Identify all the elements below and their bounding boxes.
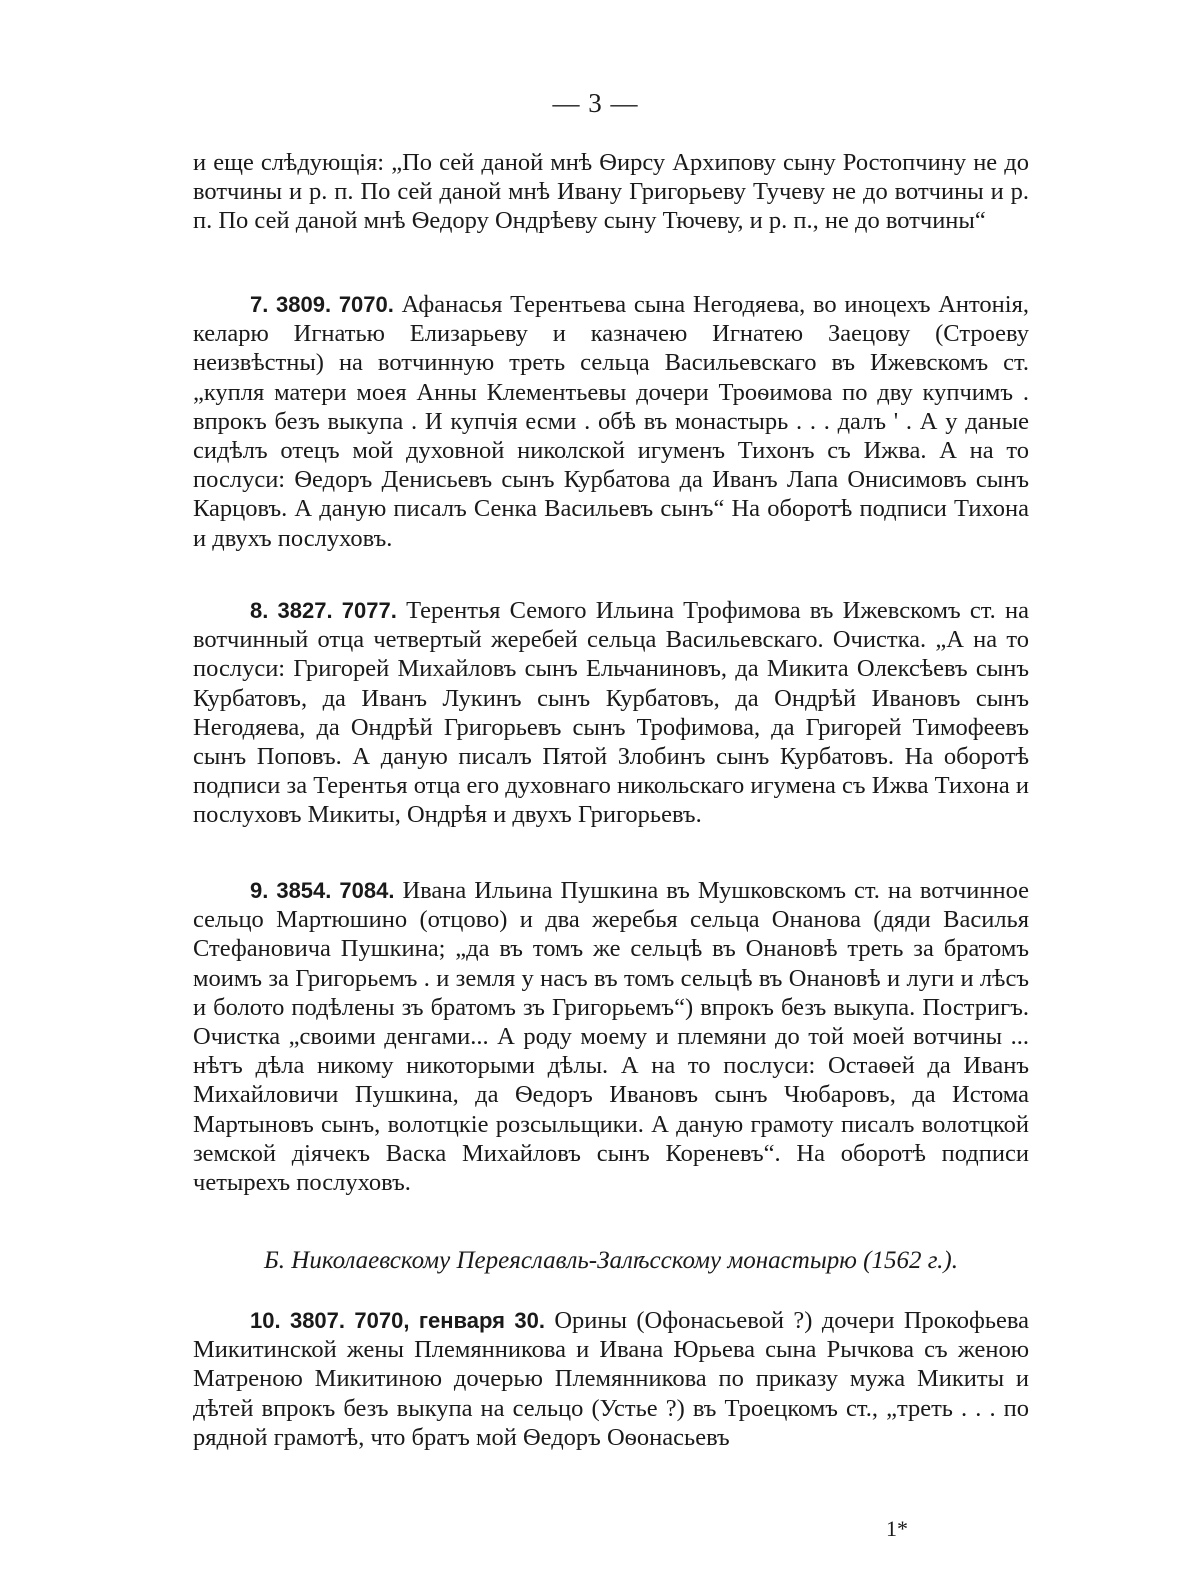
entry-paragraph — [193, 1306, 1029, 1452]
entry-number: 10. 3807. 7070, генваря 30. — [250, 1308, 545, 1333]
entry-number: 9. 3854. 7084. — [250, 878, 395, 903]
entry-paragraph — [193, 290, 1029, 553]
entry-text: Афанасья Терентьева сына Негодяева, во иноцехъ Антонія, келарю Игнатью Елизарьеву и казначею Игнатею Заецову (Строеву неизвѣстны) на вотчинную треть сельца Васильевскаго въ Ижевскомъ ст. „купля матери моея Анны Клементьевы дочери Троѳимова по дву купчимъ . впрокъ безъ выкупа . И купчія есми . обѣ въ монастырь . . . далъ ' . А у даные сидѣлъ отецъ мой духовной николской игуменъ Тихонъ съ Ижва. А на то послуси: Ѳедоръ Денисьевъ сынъ Курбатова да Иванъ Лапа Онисимовъ сынъ Карцовъ. А даную писалъ Сенка Васильевъ сынъ“ На оборотѣ подписи Тихона и двухъ послуховъ. — [193, 291, 1029, 552]
entry-text: Орины (Офонасьевой ?) дочери Прокофьева Микитинской жены Племянникова и Ивана Юрьева сына Рычкова съ женою Матреною Микитиною дочерью Племянникова по приказу мужа Микиты и дѣтей впрокъ безъ выкупа на сельцо (Устье ?) въ Троецкомъ ст., „треть . . . по рядной грамотѣ, что братъ мой Ѳедоръ Оѳонасьевъ — [193, 1307, 1029, 1451]
page-number: — 3 — — [552, 88, 639, 118]
entry-number: 7. 3809. 7070. — [250, 292, 394, 317]
entry-paragraph — [193, 596, 1029, 830]
entry-number: 8. 3827. 7077. — [250, 598, 397, 623]
signature-mark: 1* — [886, 1516, 908, 1541]
entry-9 — [193, 876, 1029, 1197]
entry-7 — [193, 290, 1029, 553]
entry-8 — [193, 596, 1029, 830]
entry-paragraph — [193, 876, 1029, 1197]
intro-text: и еще слѣдующія: „По сей даной мнѣ Ѳирсу Архипову сыну Ростопчину не до вотчины и р. п. По сей даной мнѣ Ивану Григорьеву Тучеву не до вотчины и р. п. По сей даной мнѣ Ѳедору Ондрѣеву сыну Тючеву, и р. п., не до вотчины“ — [193, 149, 1029, 235]
entry-text: Терентья Семого Ильина Трофимова въ Ижевскомъ ст. на вотчинный отца четвертый жеребей сельца Васильевскаго. Очистка. „А на то послуси: Григорей Михайловъ сынъ Ельчаниновъ, да Микита Олексѣевъ сынъ Курбатовъ, да Иванъ Лукинъ сынъ Курбатовъ, да Ондрѣй Ивановъ сынъ Негодяева, да Ондрѣй Григорьевъ сынъ Трофимова, да Григорей Тимофеевъ сынъ Поповъ. А даную писалъ Пятой Злобинъ сынъ Курбатовъ. На оборотѣ подписи за Терентья отца его духовнаго никольскаго игумена съ Ижва Тихона и послуховъ Микиты, Ондрѣя и двухъ Григорьевъ. — [193, 597, 1029, 829]
intro-paragraph — [193, 148, 1029, 236]
section-heading: Б. Николаевскому Переяславль-Залѣсскому монастырю (1562 г.). — [264, 1247, 958, 1274]
entry-text: Ивана Ильина Пушкина въ Мушковскомъ ст. на вотчинное сельцо Мартюшино (отцово) и два жеребья сельца Онанова (дяди Василья Стефановича Пушкина; „да въ томъ же сельцѣ въ Онановѣ треть за братомъ моимъ за Григорьемъ . и земля у насъ въ томъ сельцѣ въ Онановѣ и луги и лѣсъ и болото подѣлены зъ братомъ зъ Григорьемъ“) впрокъ безъ выкупа. Постригъ. Очистка „своими денгами... А роду моему и племяни до той моей вотчины ... нѣтъ дѣла никому никоторыми дѣлы. А на то послуси: Остаѳей да Иванъ Михайловичи Пушкина, да Ѳедоръ Ивановъ сынъ Чюбаровъ, да Истома Мартыновъ сынъ, волотцкіе розсыльщики. А даную грамоту писалъ волотцкой земской діячекъ Васка Михайловъ сынъ Кореневъ“. На оборотѣ подписи четырехъ послуховъ. — [193, 877, 1030, 1197]
entry-10 — [193, 1306, 1029, 1452]
